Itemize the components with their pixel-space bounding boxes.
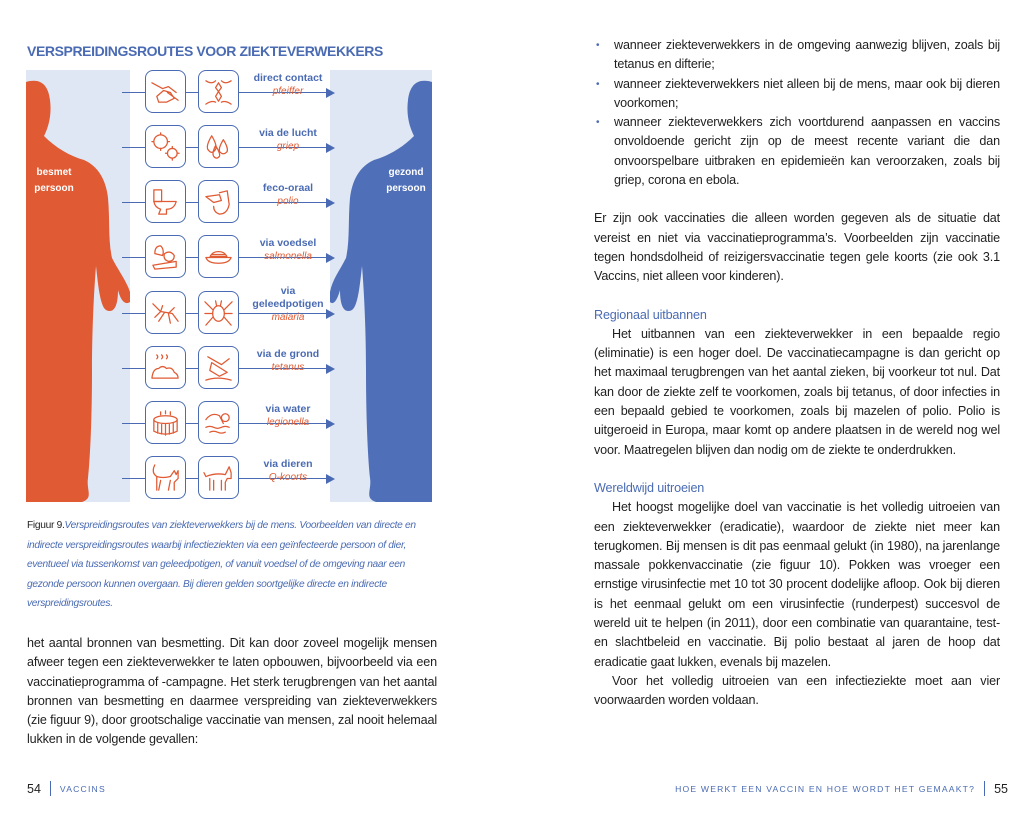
hand-icon (198, 180, 239, 223)
route-disease: polio (277, 196, 299, 207)
route-label (248, 458, 328, 485)
route-label (248, 72, 328, 99)
virus-icon (145, 125, 186, 168)
route-name: via voedsel (259, 237, 317, 249)
route-label (248, 237, 328, 264)
caption-text: Verspreidingsroutes van ziekteverwekkers bij de mens. Voorbeelden van directe en indirecte verspreidingsroutes waarbij infectieziekten via een geïnfecteerde persoon of dier, eventueel via tussenkomst van geleedpotigen, of vanuit voedsel of de omgeving naar een gezonde persoon kunnen overgaan. Bij dieren gelden soortgelijke directe en indirecte verspreidingsroutes. (27, 520, 416, 610)
route-label (248, 285, 328, 325)
droplets-icon (198, 125, 239, 168)
figure-caption (27, 516, 437, 614)
right-page (518, 0, 1036, 815)
route-row (26, 125, 432, 169)
mosquito-icon (145, 291, 186, 334)
toilet-icon (145, 180, 186, 223)
paragraph-wereldwijd: Het hoogst mogelijke doel van vaccinatie is het volledig uitroeien van een ziekteverwekker (eradicatie), waardoor de ziekte niet meer kan terugkomen. Bij mensen is dit pas eenmaal gelukt (in 1980), na jarenlange massale pokkenvaccinatie (zie figuur 10). Pokken was vroeger een ernstige virusinfectie met 10 tot 30 procent dodelijke afloop. Ook bij dieren is het eenmaal gelukt om een virusinfectie (runderpest) succesvol de wereld uit te helpen (in 2011), door een combinatie van quarantaine, test- en slachtbeleid en vaccinatie. Bij polio bestaat al jaren de hoop dat eradicatie gaat lukken, evenals bij mazelen. (594, 500, 1000, 669)
conditions-list (594, 36, 1000, 190)
source-person-label-1: besmet (36, 167, 72, 178)
goat-icon (198, 456, 239, 499)
route-disease: pfeiffer (272, 86, 304, 97)
left-paragraph: het aantal bronnen van besmetting. Dit kan door zoveel mogelijk mensen afweer tegen een ziekteverwekker te laten opbouwen, bijvoorbeeld via een vaccinatieprogramma of -campagne. Het sterk terugbrengen van het aantal bronnen van besmetting en daarmee verspreiding van ziekteverwekkers (zie figuur 9), door grootschalige vaccinatie van mensen, zal nooit helemaal lukken in de volgende gevallen: (27, 636, 437, 747)
food-plate-icon (198, 235, 239, 278)
route-row (26, 285, 432, 335)
footer-divider (50, 781, 51, 796)
swimmer-icon (198, 401, 239, 444)
route-label (248, 403, 328, 430)
list-item: • wanneer ziekteverwekkers zich voortdurend aanpassen en vaccins onvoldoende gericht zijn op de meest recente variant die dan onvoorspelbare uitbraken en epidemieën kan veroorzaken, zoals bij griep, corona en ebola. (594, 113, 1000, 190)
route-row (26, 401, 432, 445)
route-row (26, 70, 432, 114)
route-name: feco-oraal (262, 182, 314, 194)
right-body-text (594, 36, 1000, 711)
route-row (26, 235, 432, 279)
paragraph-regionaal: Het uitbannen van een ziekteverwekker in een bepaalde regio (eliminatie) is een hoger doel. De vaccinatiecampagne is dan gericht op het maximaal terugbrengen van het aantal zieken, bij voorkeur tot nul. Dat kan door de ziekte zelf te voorkomen, zoals bij tetanus, of door infecties in een bepaald gebied te voorkomen, zoals bij mazelen of polio. Polio is uitgeroeid in Europa, maar komt op andere plaatsen in de wereld nog wel voor. Maatregelen blijven dan nodig om de ziekte te onderdrukken. (594, 326, 1000, 457)
route-disease: salmonella (264, 251, 312, 262)
handshake-icon (145, 70, 186, 113)
route-name: via de lucht (259, 127, 317, 139)
cat-icon (145, 456, 186, 499)
source-person-label-2: persoon (34, 183, 74, 194)
paragraph-vaccinations: Er zijn ook vaccinaties die alleen worden gegeven als de situatie dat vereist en niet via vaccinatieprogramma’s. Voorbeelden zijn vaccinatie tegen hondsdolheid of reizigersvaccinatie tegen gele koorts (zie ook 3.1 Vaccins, niet alleen voor kinderen). (594, 211, 1000, 284)
heading-regionaal: Regionaal uitbannen (594, 307, 707, 322)
route-disease: tetanus (271, 362, 305, 373)
route-label (248, 182, 328, 209)
route-disease: malaria (271, 312, 305, 323)
right-footer (675, 781, 1008, 796)
kissing-faces-icon (198, 70, 239, 113)
list-item: • wanneer ziekteverwekkers in de omgeving aanwezig blijven, zoals bij tetanus en difterie; (594, 36, 1000, 75)
running-head-right: HOE WERKT EEN VACCIN EN HOE WORDT HET GEMAAKT? (675, 783, 976, 794)
figure-9 (26, 70, 432, 502)
soil-icon (145, 346, 186, 389)
figure-title: VERSPREIDINGSROUTES VOOR ZIEKTEVERWEKKERS (27, 43, 383, 59)
footer-divider (984, 781, 985, 796)
route-label (248, 348, 328, 375)
route-row (26, 456, 432, 500)
route-disease: Q-koorts (268, 472, 308, 483)
injured-hand-icon (198, 346, 239, 389)
target-person-label-1: gezond (388, 167, 424, 178)
route-name: via water (265, 403, 311, 415)
tick-icon (198, 291, 239, 334)
route-label (248, 127, 328, 154)
page-number-right: 55 (994, 781, 1008, 796)
vegetables-icon (145, 235, 186, 278)
left-footer (27, 781, 106, 796)
caption-label: Figuur 9. (27, 520, 65, 531)
target-person-label-2: persoon (386, 183, 426, 194)
list-item: • wanneer ziekteverwekkers niet alleen bij de mens, maar ook bij dieren voorkomen; (594, 75, 1000, 114)
paragraph-voorwaarden: Voor het volledig uitroeien van een infectieziekte moet aan vier voorwaarden worden voldaan. (594, 673, 1000, 708)
route-name: via dieren (263, 458, 313, 470)
route-disease: legionella (266, 417, 310, 428)
heading-wereldwijd: Wereldwijd uitroeien (594, 480, 705, 495)
route-name: direct contact (253, 72, 323, 84)
page-number-left: 54 (27, 781, 41, 796)
route-name-line1: via (280, 285, 296, 297)
route-disease: griep (276, 141, 300, 152)
left-body-text (27, 634, 437, 750)
route-name: geleedpotigen (252, 298, 324, 310)
route-name: via de grond (256, 348, 320, 360)
hot-tub-icon (145, 401, 186, 444)
running-head-left: VACCINS (59, 783, 106, 794)
route-row (26, 346, 432, 390)
route-row (26, 180, 432, 224)
